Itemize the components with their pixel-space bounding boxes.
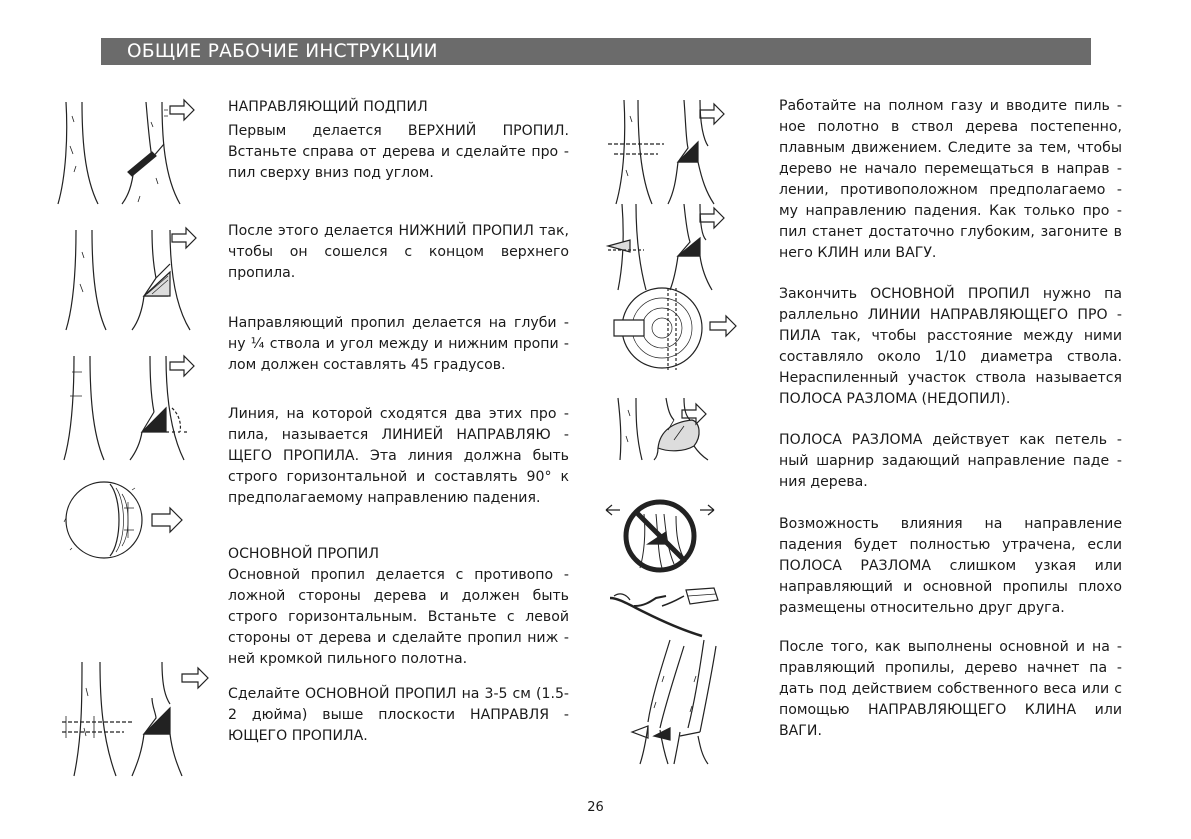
paragraph-top-cut: Первым делается ВЕРХНИЙ ПРОПИЛ. Встаньте справа от дерева и сделайте про - пил сверху вниз под углом. — [228, 123, 569, 181]
tree-falling-icon — [604, 636, 754, 766]
paragraph-guide-line: Линия, на которой сходятся два этих про - пила, называется ЛИНИЕЙ НАПРАВЛЯЮ - ЩЕГО ПРОПИЛА. Эта линия должна быть строго горизонтальной и составлять 90° к предполагаемому направлению падения. — [228, 406, 569, 506]
stump-hinge-top-view-icon — [604, 284, 754, 374]
page-title: ОБЩИЕ РАБОЧИЕ ИНСТРУКЦИИ — [127, 41, 438, 62]
paragraph-main-cut: Основной пропил делается с противопо - ложной стороны дерева и должен быть строго горизонтальным. Встаньте с левой стороны от дерева и сделайте пропил ниж - ней кромкой пильного полотна. — [228, 567, 569, 667]
paragraph-full-throttle: Работайте на полном газу и вводите пиль - ное полотно в ствол дерева постепенно, плавным движением. Следите за тем, чтобы дерево не начало перемещаться в направ - лении, противоположном предполагаемо - му направлению падения. Как только про - пил станет достаточно глубоким, загоните в него КЛИН или ВАГУ. — [779, 98, 1122, 261]
section-title-main-cut: ОСНОВНОЙ ПРОПИЛ — [228, 546, 379, 562]
left-text-block-main-cut — [228, 544, 569, 670]
tree-top-cut-icon — [52, 96, 202, 208]
paragraph-hinge-strip: ПОЛОСА РАЗЛОМА действует как петель - ный шарнир задающий направление паде - ния дерева. — [779, 432, 1122, 490]
section-title-guide-cut: НАПРАВЛЯЮЩИЙ ПОДПИЛ — [228, 99, 428, 115]
stump-cross-section-icon — [52, 478, 202, 568]
paragraph-guide-depth: Направляющий пропил делается на глуби - ну ¼ ствола и угол между и нижним пропи - лом должен составлять 45 градусов. — [228, 315, 569, 373]
wedge-and-lever-icon — [604, 584, 754, 644]
tree-bottom-cut-icon — [52, 224, 202, 334]
left-text-block-1 — [228, 97, 569, 184]
tree-hinge-wedge-icon — [604, 200, 754, 292]
paragraph-main-cut-height: Сделайте ОСНОВНОЙ ПРОПИЛ на 3-5 см (1.5-2 дюйма) выше плоскости НАПРАВЛЯ - ЮЩЕГО ПРОПИЛА. — [228, 686, 569, 744]
page-number: 26 — [587, 800, 604, 815]
paragraph-control-lost: Возможность влияния на направление падения будет полностью утрачена, если ПОЛОСА РАЗЛОМА слишком узкая или направляющий и основной пропилы плохо размещены относительно друг друга. — [779, 516, 1122, 616]
wrong-cut-prohibited-icon — [604, 494, 754, 576]
tree-felling-cut-icon — [52, 658, 212, 780]
tree-hinge-strip-icon — [604, 396, 754, 462]
paragraph-finish-main-cut: Закончить ОСНОВНОЙ ПРОПИЛ нужно па раллельно ЛИНИИ НАПРАВЛЯЮЩЕГО ПРО - ПИЛА так, чтобы расстояние между ними составляло около 1/10 диаметра ствола. Нераспиленный участок ствола называется ПОЛОСА РАЗЛОМА (НЕДОПИЛ). — [779, 286, 1122, 407]
paragraph-bottom-cut: После этого делается НИЖНИЙ ПРОПИЛ так, чтобы он сошелся с концом верхнего пропила. — [228, 223, 569, 281]
tree-45-degree-icon — [52, 352, 202, 464]
header-bar — [101, 38, 1091, 65]
tree-back-cut-icon — [604, 96, 754, 208]
paragraph-tree-falls: После того, как выполнены основной и на - правляющий пропилы, дерево начнет па - дать под действием собственного веса или с помощью НАПРАВЛЯЮЩЕГО КЛИНА или ВАГИ. — [779, 639, 1122, 739]
